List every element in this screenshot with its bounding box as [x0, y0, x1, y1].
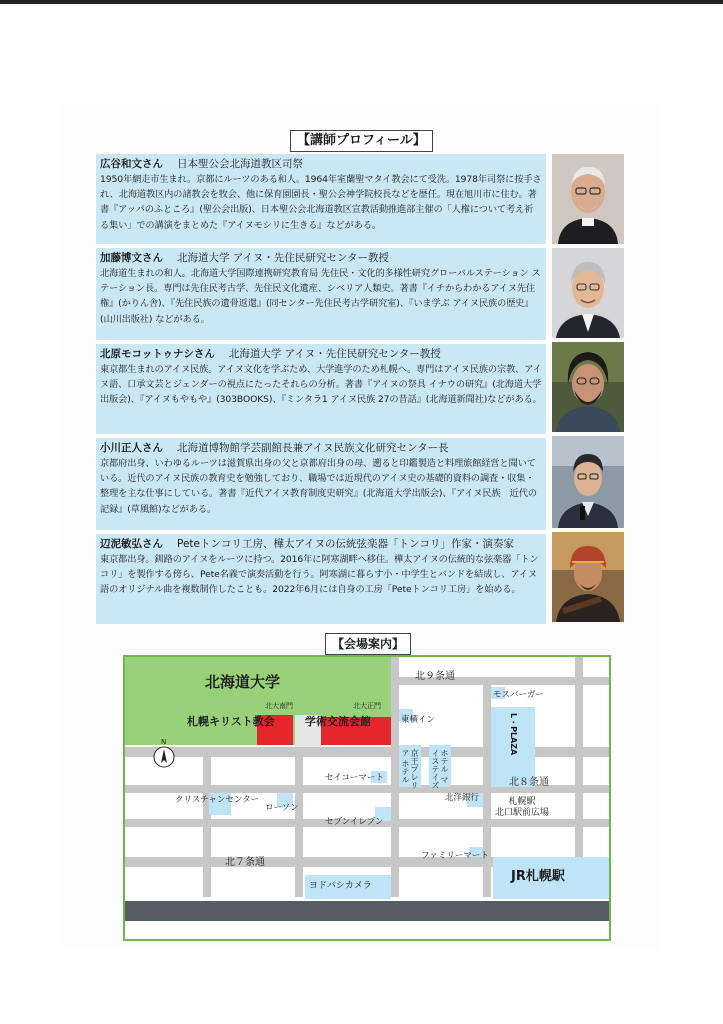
north9-street-label: 北９条通	[415, 671, 455, 682]
lawson-label: ローソン	[265, 803, 299, 813]
venue-heading: 【会場案内】	[325, 633, 411, 655]
seven-eleven-label: セブンイレブン	[325, 817, 384, 827]
railway-track	[125, 901, 609, 921]
family-mart-label: ファミリーマート	[421, 851, 489, 861]
compass-label: N	[161, 738, 167, 746]
speaker-photo-1	[552, 154, 624, 244]
road	[391, 657, 399, 897]
speaker-title: 北海道大学 アイヌ・先住民研究センター教授	[228, 348, 441, 360]
speaker-name: 加藤博文さん	[100, 252, 163, 264]
speaker-bio: 東京都出身。釧路のアイヌをルーツに持つ。2016年に阿寒湖畔へ移住。樺太アイヌの伝統的な弦楽器「トンコリ」を製作する傍ら、Pete名義で演奏活動を行う。阿寒湖に暮らす小・中学生とバンドを結成し、アイヌ語のオリジナル曲を複数制作したことも。2022年6月には自身の工房「Peteトンコリ工房」を始める。	[100, 554, 539, 596]
speaker-title: Peteトンコリ工房、樺太アイヌの伝統弦楽器「トンコリ」作家・演奏家	[177, 538, 515, 550]
speaker-photo-2	[552, 248, 624, 338]
speaker-bio: 京都府出身、いわゆるルーツは滋賀県出身の父と京都府出身の母、遡ると印鑑製造と料理旅館経営と聞いている。近代のアイヌ民族の教育史を勉強しており、職場では近現代のアイヌ史の基礎的資料の調査・収集・整理を主な仕事にしている。著書『近代アイヌ教育制度史研究』(北海道大学出版会)、『アイヌ民族 近代の記録』(草風館)などがある。	[100, 458, 537, 515]
church-label: 札幌キリスト教会	[187, 715, 275, 728]
speaker-card-3	[96, 344, 546, 434]
seicomart-label: セイコーマート	[325, 773, 384, 783]
south-gate-label: 北大南門	[265, 702, 293, 710]
university-label: 北海道大学	[205, 673, 281, 691]
speaker-card-1	[96, 154, 546, 244]
station-north-plaza-label: 札幌駅 北口駅前広場	[495, 797, 550, 818]
speaker-card-4	[96, 438, 546, 530]
yodobashi-camera-label: ヨドバシカメラ	[309, 881, 372, 891]
road	[483, 677, 491, 897]
speaker-title: 日本聖公会北海道教区司祭	[177, 158, 303, 170]
venue-label: 学術交流会館	[305, 715, 371, 728]
scan-top-edge	[0, 0, 723, 4]
speaker-bio: 1950年網走市生まれ。京都にルーツのある和人。1964年室蘭聖マタイ教会にて受洗。1978年司祭に按手され、北海道教区内の諸教会を牧会、他に保育園園長・聖公会神学院校長などを歴任。現在旭川市に住む。著書『アッパのふところ』(聖公会出版)、日本聖公会北海道教区宣教活動推進部主催の「人権について考え祈る集い」での講演をまとめた『アイヌモシリに生きる』などがある。	[100, 174, 542, 231]
speaker-name: 広谷和文さん	[100, 158, 163, 170]
mos-burger-label: モスバーガー	[493, 690, 544, 700]
venue-map	[123, 655, 611, 941]
north8-street-label: 北８条通	[509, 777, 549, 788]
north7-street-label: 北７条通	[225, 857, 265, 868]
speaker-photo-3	[552, 342, 624, 432]
speaker-title: 北海道博物館学芸副館長兼アイヌ民族文化研究センター長	[177, 442, 449, 454]
speaker-photo-4	[552, 436, 624, 528]
road	[295, 747, 303, 897]
speaker-card-2	[96, 248, 546, 340]
speaker-title: 北海道大学 アイヌ・先住民研究センター教授	[177, 252, 389, 264]
road	[203, 747, 211, 897]
speaker-name: 北原モコットゥナシさん	[100, 348, 215, 360]
mystays-hotel-label: ホテル マイステイズ	[431, 749, 449, 789]
speaker-photo-5	[552, 532, 624, 622]
speaker-name: 小川正人さん	[100, 442, 163, 454]
profile-heading: 【講師プロフィール】	[290, 130, 433, 152]
christian-center-label: クリスチャンセンター	[175, 795, 260, 805]
l-plaza-label: L・PLAZA	[509, 713, 518, 756]
keio-hotel-label: 京王プレリア ホテル	[401, 749, 419, 789]
speaker-bio: 北海道生まれの和人。北海道大学国際連携研究教育局 先住民・文化的多様性研究グローバルステーション ステーション長。専門は先住民考古学、先住民文化遺産、シベリア人類史。著書『イチからわかるアイヌ先住権』(かりん舎)、『先住民族の遺骨返還』(同センター先住民考古学研究室)、『いま学ぶ アイヌ民族の歴史』(山川出版社) などがある。	[100, 268, 541, 325]
jr-sapporo-station-label: JR札幌駅	[511, 869, 565, 884]
speaker-name: 辺泥敏弘さん	[100, 538, 163, 550]
speaker-bio: 東京都生まれのアイヌ民族。アイヌ文化を学ぶため、大学進学のため札幌へ。専門はアイヌ民族の宗教、アイヌ語、口承文芸とジェンダーの視点にたったそれらの分析。著書『アイヌの祭具 イナウの研究』(北海道大学出版会)、『アイヌもやもや』(303BOOKS)、『ミンタラ1 アイヌ民族 27の昔話』(北海道新聞社)などがある。	[100, 364, 542, 406]
main-gate-label: 北大正門	[353, 702, 381, 710]
road	[125, 747, 609, 757]
toyoko-inn-label: 東横イン	[401, 715, 436, 725]
hokuyo-bank-label: 北洋銀行	[445, 793, 480, 803]
speaker-card-5	[96, 534, 546, 624]
